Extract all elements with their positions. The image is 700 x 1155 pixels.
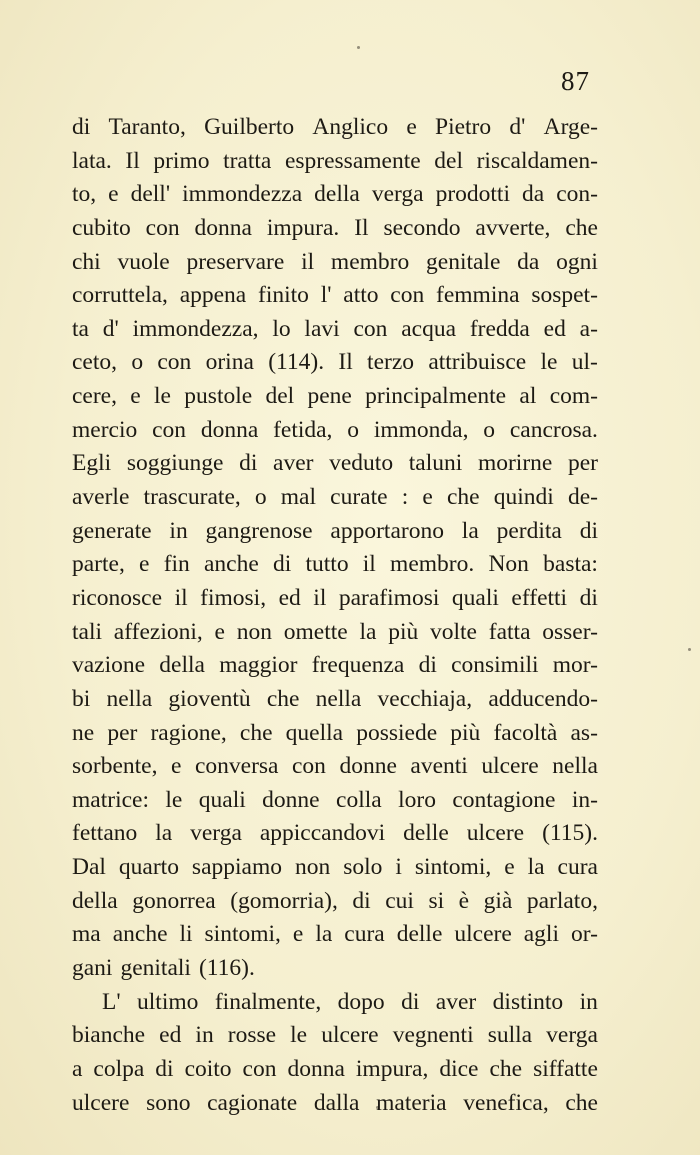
text-line: parte, e fin anche di tutto il membro. Non basta:: [72, 551, 598, 578]
text-line: ma anche li sintomi, e la cura delle ulcere agli or-: [72, 921, 598, 948]
text-line: to, e dell' immondezza della verga prodotti da con-: [72, 181, 598, 208]
body-text: [72, 111, 598, 1120]
text-line: di Taranto, Guilberto Anglico e Pietro d' Arge-: [72, 114, 598, 140]
text-line: gani genitali (116).: [72, 955, 255, 982]
text-line: L' ultimo finalmente, dopo di aver distinto in: [102, 988, 598, 1015]
text-line: corruttela, appena finito l' atto con femmina sospet-: [72, 282, 598, 309]
text-line: ta d' immondezza, lo lavi con acqua fredda ed a-: [72, 315, 598, 342]
text-line: generate in gangrenose apportarono la perdita di: [72, 517, 598, 544]
text-line: ceto, o con orina (114). Il terzo attribuisce le ul-: [72, 349, 598, 376]
text-line: chi vuole preservare il membro genitale da ogni: [72, 248, 598, 275]
text-line: cere, e le pustole del pene principalmente al com-: [72, 383, 598, 410]
ink-speck: [357, 46, 360, 49]
page-number: 87: [561, 66, 590, 96]
text-line: della gonorrea (gomorria), di cui si è già parlato,: [72, 887, 598, 914]
text-line: bianche ed in rosse le ulcere vegnenti sulla verga: [72, 1022, 598, 1049]
text-line: riconosce il fimosi, ed il parafimosi quali effetti di: [72, 584, 598, 611]
text-line: ulcere sono cagionate dalla materia venefica, che: [72, 1089, 598, 1116]
text-line: vazione della maggior frequenza di consimili mor-: [72, 652, 598, 679]
text-line: fettano la verga appiccandovi delle ulcere (115).: [72, 820, 598, 847]
text-line: tali affezioni, e non omette la più volte fatta osser-: [72, 618, 598, 645]
text-line: averle trascurate, o mal curate : e che quindi de-: [72, 484, 598, 511]
text-line: bi nella gioventù che nella vecchiaja, adducendo-: [72, 685, 598, 712]
text-line: a colpa di coito con donna impura, dice che siffatte: [72, 1055, 598, 1082]
text-line: Egli soggiunge di aver veduto taluni morirne per: [72, 450, 598, 477]
ink-speck: [688, 648, 691, 651]
text-line: lata. Il primo tratta espressamente del riscaldamen-: [72, 147, 598, 174]
text-line: matrice: le quali donne colla loro contagione in-: [72, 786, 598, 813]
text-line: Dal quarto sappiamo non solo i sintomi, e la cura: [72, 854, 598, 881]
text-line: ne per ragione, che quella possiede più facoltà as-: [72, 719, 598, 746]
text-line: mercio con donna fetida, o immonda, o cancrosa.: [72, 416, 598, 443]
text-line: sorbente, e conversa con donne aventi ulcere nella: [72, 753, 598, 780]
text-line: cubito con donna impura. Il secondo avverte, che: [72, 214, 598, 241]
